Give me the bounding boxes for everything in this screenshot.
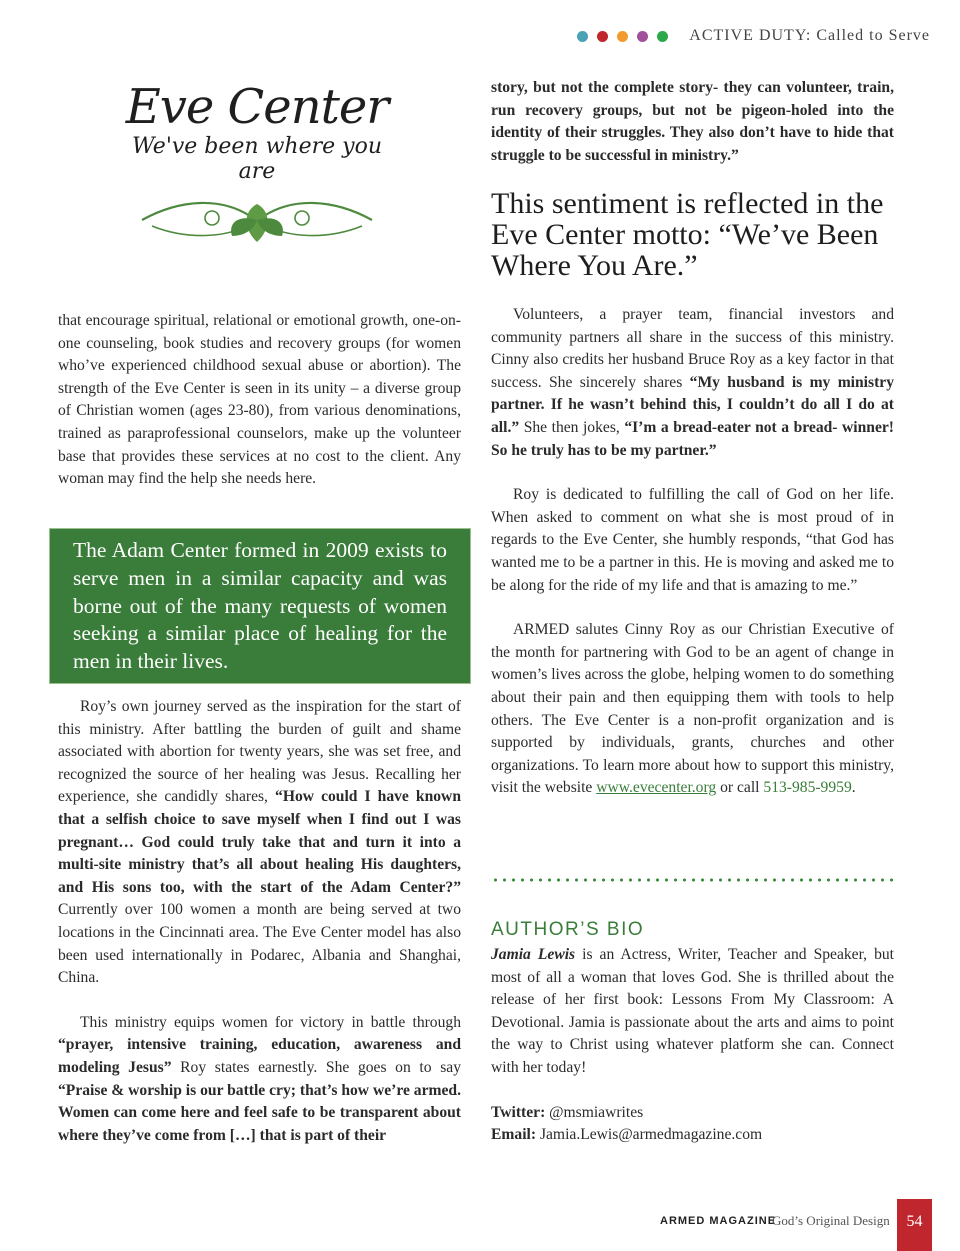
twitter-handle: @msmiawrites <box>545 1103 644 1121</box>
paragraph: Roy’s own journey served as the inspiration for the start of this ministry. After battling the burden of guilt and shame associated with abortion for twenty years, she was set free, and recognized the source of her healing was Jesus. Recalling her experience, she candidly shares, “How could I have known that a selfish choice to save myself when I find out I was pregnant… God could truly take that and turn it into a multi-site ministry that’s all about healing His daughters, and His sons too, with the start of the Adam Center?” Currently over 100 women a month are being served at two locations in the Cincinnati area. The Eve Center model has also been used internationally in Podarec, Albania and Shanghai, China. <box>58 698 461 987</box>
paragraph: ARMED salutes Cinny Roy as our Christian Executive of the month for partnering with God to be an agent of change in women’s lives across the globe, helping women to do something about their pain and then equipping them with tools to help others. The Eve Center is a non-profit organization and is supported by individuals, grants, churches and other organizations. To learn more about how to support this ministry, visit the website www.evecenter.org or call 513-985-9959. <box>491 621 894 797</box>
color-dot-5 <box>657 31 668 42</box>
magazine-name: ARMED MAGAZINE <box>660 1215 777 1227</box>
left-column-story <box>58 696 461 1147</box>
paragraph: that encourage spiritual, relational or emotional growth, one-on-one counseling, book studies and recovery groups (for women who’ve experienced childhood sexual abuse or abortion). The strength of the Eve Center is seen in its unity – a diverse group of Christian women (ages 23-80), from various denominations, trained as paraprofessional counselors, make up the volunteer base that provides these services at no cost to the client. Any woman may find the help she needs here. <box>58 312 461 488</box>
author-name: Jamia Lewis <box>491 946 576 963</box>
left-column-intro <box>58 310 461 491</box>
right-column-quote-continued <box>491 77 894 167</box>
paragraph: Volunteers, a prayer team, financial investors and community partners all share in the success of this ministry. Cinny also credits her husband Bruce Roy as a key factor in that success. She sincerely shares “My husband is my ministry partner. If he wasn’t behind this, I couldn’t do all I do at all.” She then jokes, “I’m a bread-eater not a bread- winner! So he truly has to be my partner.” <box>491 306 894 459</box>
paragraph: This ministry equips women for victory in battle through “prayer, intensive training, education, awareness and modeling Jesus” Roy states earnestly. She goes on to say “Praise & worship is our battle cry; that’s how we’re armed. Women can come here and feel safe to be transparent about where they’ve come from […] that is part of their <box>58 1013 461 1144</box>
logo-tagline: We've been where you are <box>131 134 382 185</box>
color-dot-3 <box>617 31 628 42</box>
dotted-divider <box>491 878 894 882</box>
paragraph: Roy is dedicated to fulfilling the call of God on her life. When asked to comment on what she is most proud of in regards to the Eve Center, she humbly responds, “that God has wanted me to be a partner in this. He is moving and asked me to be along for the ride of my life and that is amazing to me.” <box>491 486 894 594</box>
page-number: 54 <box>897 1199 932 1251</box>
right-column-body <box>491 304 894 800</box>
phone-number: 513-985-9959 <box>763 779 852 797</box>
color-dot-2 <box>597 31 608 42</box>
adam-center-callout <box>49 528 471 684</box>
page-footer <box>0 1199 960 1251</box>
email-address: Jamia.Lewis@armedmagazine.com <box>536 1126 763 1144</box>
bio-paragraph: Jamia Lewis is an Actress, Writer, Teacher and Speaker, but most of all a woman that loves God. She is thrilled about the release of her first book: Lessons From My Classroom: A Devotional. Jamia is passionate about the arts and aims to point the way to Christ using whatever platform she can. Connect with her today! <box>491 946 895 1076</box>
email-line: Email: Jamia.Lewis@armedmagazine.com <box>491 1126 763 1144</box>
logo-title: Eve Center <box>125 79 389 135</box>
pull-quote-motto: This sentiment is reflected in the Eve Center motto: “We’ve Been Where You Are.” <box>491 187 884 282</box>
website-link[interactable]: www.evecenter.org <box>596 779 717 797</box>
paragraph: story, but not the complete story- they can volunteer, train, run recovery groups, but not be pigeon-holed into the identity of their struggles. They also don’t have to hide that struggle to be successful in ministry.” <box>491 79 894 164</box>
color-dot-1 <box>577 31 588 42</box>
callout-text: The Adam Center formed in 2009 exists to serve men in a similar capacity and was borne out of the many requests of women seeking a similar place of healing for the men in their lives. <box>73 538 447 674</box>
color-dot-4 <box>637 31 648 42</box>
twitter-line: Twitter: @msmiawrites <box>491 1103 644 1121</box>
magazine-tagline: God’s Original Design <box>772 1213 890 1228</box>
eve-center-logo <box>112 79 402 262</box>
author-bio-heading: AUTHOR’S BIO <box>491 919 645 940</box>
leaf-ornament-icon <box>132 190 382 250</box>
author-bio <box>491 944 894 1147</box>
section-title: ACTIVE DUTY: Called to Serve <box>689 27 930 44</box>
page-header <box>577 24 930 48</box>
